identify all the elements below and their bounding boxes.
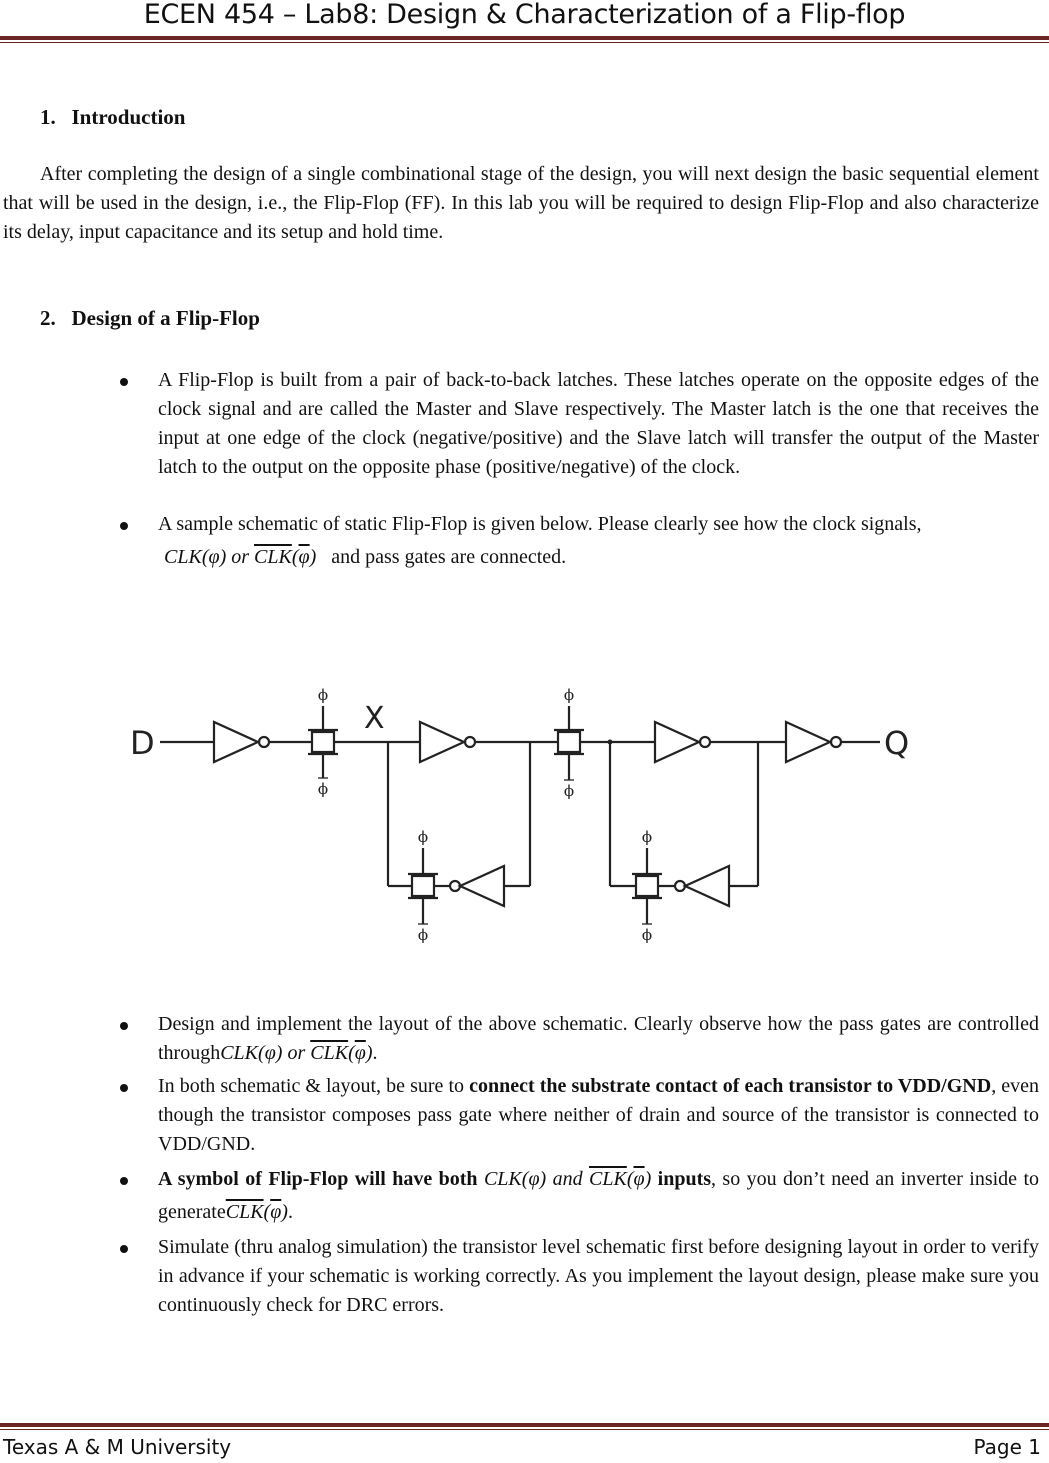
- list-item: [158, 366, 1039, 482]
- and-word: and: [552, 1168, 583, 1190]
- bullet-dot: [120, 1022, 128, 1030]
- bold-text: inputs: [657, 1168, 712, 1190]
- phi-label: ϕ: [317, 686, 329, 704]
- footer-rule-thin: [0, 1429, 1049, 1430]
- math-expr: CLK(φ) or $\overline{CLK}(\overline{\varphi})$: [220, 1042, 373, 1064]
- list-item: Design and implement the layout of the above schematic. Clearly observe how the pass gates are controlled throughCLK(φ) or $\overline{CLK}(\overline{\varphi})$.: [158, 1010, 1039, 1068]
- clk-symbol: CLK: [164, 546, 202, 568]
- phi-symbol: φ: [264, 1042, 276, 1064]
- design-heading: 2. Design of a Flip-Flop: [40, 306, 260, 330]
- phi-bar-symbol: $\overline{\varphi}$: [270, 1201, 282, 1223]
- clk-symbol: CLK: [483, 1168, 522, 1190]
- phi-label: ϕ: [417, 926, 429, 944]
- bullet-text: and pass gates are connected.: [331, 546, 567, 568]
- bullet-text: , so you don’t need an inverter inside to generate: [158, 1168, 1040, 1223]
- bullet-text: Simulate (thru analog simulation) the transistor level schematic first before designing layout in order to verify in advance if your schematic is working correctly. As you implement the layout design, please make sure you continuously check for DRC errors.: [158, 1236, 1039, 1316]
- clk-bar-symbol: $\overline{CLK}$: [310, 1042, 349, 1064]
- d-label: D: [130, 724, 155, 762]
- bullet-text: A sample schematic of static Flip-Flop is given below. Please clearly see how the clock signals,: [158, 513, 922, 535]
- or-word: or: [231, 546, 250, 568]
- list-item: [158, 1072, 1039, 1159]
- clk-bar-symbol: $\overline{CLK}$: [254, 546, 292, 568]
- intro-paragraph: [3, 160, 1039, 247]
- phi-bar-symbol: $\overline{\varphi}$: [633, 1168, 645, 1190]
- phi-label: ϕ: [641, 828, 653, 846]
- footer-university: Texas A & M University: [3, 1435, 232, 1459]
- bold-text: A symbol of Flip-Flop will have both: [158, 1168, 478, 1190]
- footer-page-number: Page 1: [973, 1435, 1041, 1459]
- phi-label: ϕ: [563, 782, 575, 800]
- phi-bar-symbol: $\overline{\varphi}$: [354, 1042, 366, 1064]
- phi-symbol: φ: [208, 546, 220, 568]
- bullet-text: A Flip-Flop is built from a pair of back-to-back latches. These latches operate on the opposite edges of the clock signal and are called the Master and Slave respectively. The Master latch is the one that receives the input at one edge of the clock (negative/positive) and the Slave latch will transfer the output of the Master latch to the output on the opposite phase (positive/negative) of the clock.: [158, 369, 1039, 478]
- bold-text: connect the substrate contact of each transistor to VDD/GND: [469, 1075, 992, 1097]
- phi-label: ϕ: [417, 828, 429, 846]
- q-label: Q: [884, 724, 910, 762]
- math-expr: $\overline{CLK}(\overline{\varphi})$: [225, 1201, 288, 1223]
- clk-bar-symbol: $\overline{CLK}$: [589, 1168, 627, 1190]
- design-bullets: [158, 366, 1039, 572]
- phi-bar-symbol: $\overline{\varphi}$: [298, 546, 310, 568]
- bullet-dot: [120, 522, 128, 530]
- list-item: [158, 510, 1039, 572]
- clk-bar-symbol: $\overline{CLK}$: [225, 1201, 264, 1223]
- math-expr: CLK(φ) and $\overline{CLK}(\overline{\varphi})$: [483, 1168, 652, 1190]
- list-item: [158, 1233, 1039, 1320]
- math-expr: CLK(φ) or $\overline{CLK}(\overline{\varphi})$: [164, 546, 322, 568]
- bullet-dot: [120, 1084, 128, 1092]
- header-rule-thin: [0, 42, 1049, 43]
- implementation-bullets: [158, 1010, 1039, 1320]
- bullet-text: In both schematic & layout, be sure to: [158, 1075, 465, 1097]
- intro-heading: 1. Introduction: [40, 105, 186, 129]
- header-rule: [0, 36, 1049, 40]
- intro-text: After completing the design of a single combinational stage of the design, you will next design the basic sequential element that will be used in the design, i.e., the Flip-Flop (FF). In this lab you will be required to design Flip-Flop and also characterize its delay, input capacitance and its setup and hold time.: [3, 163, 1039, 243]
- bullet-text: Design and implement the layout of the above schematic. Clearly observe how the pass gates are controlled through: [158, 1013, 1039, 1064]
- phi-label: ϕ: [563, 686, 575, 704]
- or-word: or: [287, 1042, 306, 1064]
- bullet-dot: [120, 378, 128, 386]
- phi-label: ϕ: [317, 780, 329, 798]
- page-header-title: ECEN 454 – Lab8: Design & Characterization of a Flip-flop: [143, 0, 906, 30]
- x-label: X: [364, 701, 385, 736]
- bullet-dot: [120, 1177, 128, 1185]
- bullet-text: , even though the transistor composes pass gate where neither of drain and source of the transistor is connected to VDD/GND.: [158, 1075, 1040, 1155]
- phi-label: ϕ: [641, 926, 653, 944]
- flipflop-schematic: [120, 676, 920, 956]
- list-item: A symbol of Flip-Flop will have both CLK(φ) and $\overline{CLK}(\overline{\varphi})$ inputs, so you don’t need an inverter inside to $generate\overline{CLK}(\overline{\varphi})$.: [158, 1163, 1039, 1229]
- phi-symbol: φ: [528, 1168, 540, 1190]
- bullet-dot: [120, 1245, 128, 1253]
- clk-symbol: CLK: [220, 1042, 259, 1064]
- footer-rule: [0, 1423, 1049, 1427]
